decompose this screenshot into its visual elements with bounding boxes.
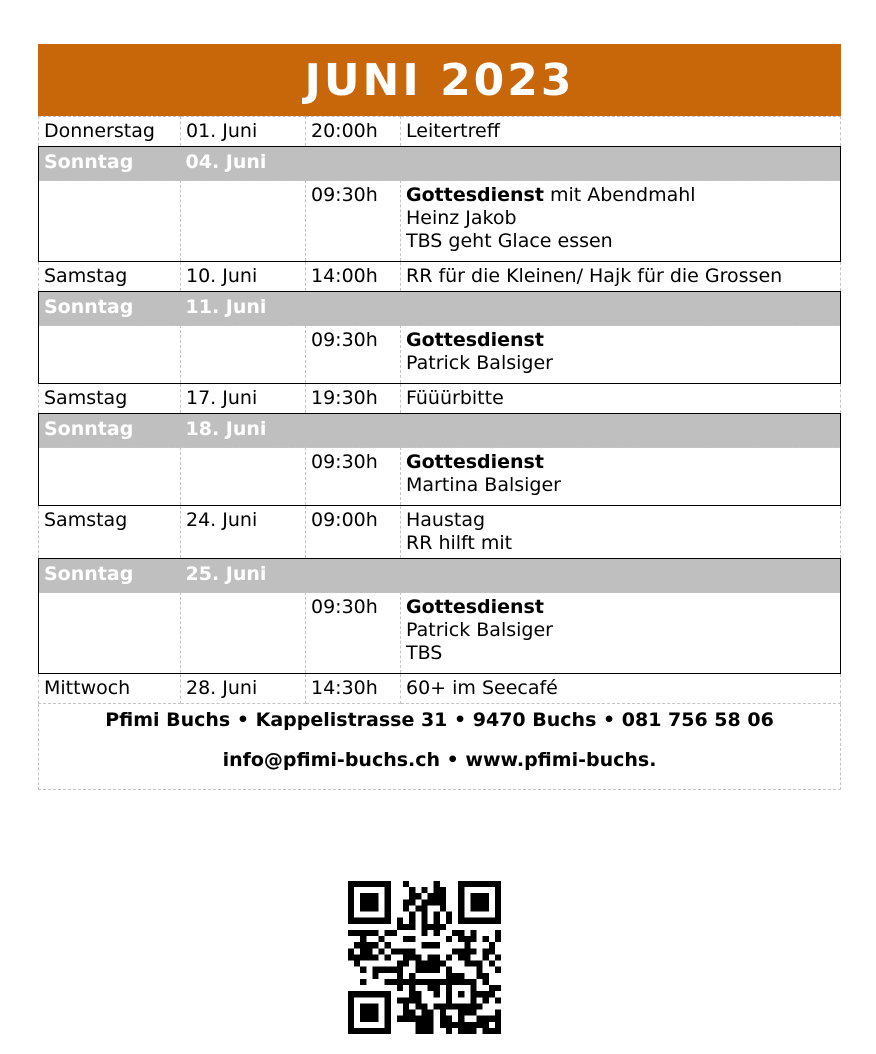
- event-text: 60+ im Seecafé: [406, 677, 558, 699]
- event-title: Gottesdienst: [406, 596, 544, 618]
- event-row: [39, 384, 841, 414]
- sunday-detail-row: [39, 326, 841, 384]
- empty-cell: [401, 559, 841, 593]
- event-text: RR hilft mit: [406, 532, 513, 554]
- event-cell: [401, 326, 841, 384]
- event-line: [406, 207, 835, 230]
- month-title: JUNI 2023: [304, 54, 575, 106]
- empty-cell: [401, 414, 841, 448]
- date-cell: 04. Juni: [181, 147, 306, 181]
- empty-cell: [39, 326, 181, 384]
- day-cell: Samstag: [39, 384, 181, 414]
- sunday-header-row: [39, 147, 841, 181]
- empty-cell: [39, 448, 181, 506]
- event-line: [406, 619, 835, 642]
- empty-cell: [401, 147, 841, 181]
- event-row: [39, 674, 841, 704]
- empty-cell: [181, 326, 306, 384]
- empty-cell: [181, 448, 306, 506]
- sunday-header-row: [39, 414, 841, 448]
- schedule-sheet: [38, 44, 841, 790]
- event-line: [406, 642, 835, 665]
- event-row: [39, 262, 841, 292]
- event-cell: [401, 506, 841, 559]
- event-title: Gottesdienst: [406, 184, 544, 206]
- day-cell: Mittwoch: [39, 674, 181, 704]
- event-text: Haustag: [406, 509, 486, 531]
- qr-code-icon: [348, 881, 501, 1034]
- time-cell: 09:30h: [306, 448, 401, 506]
- event-cell: [401, 262, 841, 292]
- time-cell: 09:30h: [306, 326, 401, 384]
- event-text: mit Abendmahl: [543, 184, 696, 206]
- date-cell: 25. Juni: [181, 559, 306, 593]
- time-cell: 09:30h: [306, 593, 401, 674]
- empty-cell: [306, 292, 401, 326]
- event-text: RR für die Kleinen/ Hajk für die Grossen: [406, 265, 783, 287]
- month-header: [38, 44, 841, 116]
- event-line: [406, 120, 835, 143]
- event-cell: [401, 384, 841, 414]
- schedule-table: [38, 116, 841, 704]
- empty-cell: [401, 292, 841, 326]
- time-cell: 19:30h: [306, 384, 401, 414]
- event-row: [39, 506, 841, 559]
- event-line: [406, 677, 835, 700]
- event-text: Patrick Balsiger: [406, 352, 553, 374]
- event-cell: [401, 181, 841, 262]
- event-line: [406, 509, 835, 532]
- event-row: [39, 117, 841, 147]
- event-cell: [401, 593, 841, 674]
- date-cell: 10. Juni: [181, 262, 306, 292]
- sunday-detail-row: [39, 593, 841, 674]
- event-line: [406, 451, 835, 474]
- date-cell: 28. Juni: [181, 674, 306, 704]
- event-line: [406, 265, 835, 288]
- time-cell: 09:00h: [306, 506, 401, 559]
- date-cell: 11. Juni: [181, 292, 306, 326]
- contact-footer: [38, 704, 841, 790]
- time-cell: 09:30h: [306, 181, 401, 262]
- sunday-detail-row: [39, 181, 841, 262]
- event-line: [406, 596, 835, 619]
- event-text: Leitertreff: [406, 120, 500, 142]
- event-cell: [401, 117, 841, 147]
- day-cell: Sonntag: [39, 559, 181, 593]
- time-cell: 14:30h: [306, 674, 401, 704]
- event-cell: [401, 448, 841, 506]
- event-line: [406, 230, 835, 253]
- event-text: Füüürbitte: [406, 387, 504, 409]
- time-cell: 14:00h: [306, 262, 401, 292]
- event-text: Heinz Jakob: [406, 207, 517, 229]
- event-title: Gottesdienst: [406, 451, 544, 473]
- day-cell: Sonntag: [39, 292, 181, 326]
- event-line: [406, 532, 835, 555]
- event-text: Martina Balsiger: [406, 474, 561, 496]
- day-cell: Sonntag: [39, 147, 181, 181]
- event-title: Gottesdienst: [406, 329, 544, 351]
- empty-cell: [306, 414, 401, 448]
- empty-cell: [306, 147, 401, 181]
- empty-cell: [39, 181, 181, 262]
- sunday-header-row: [39, 292, 841, 326]
- empty-cell: [306, 559, 401, 593]
- web-line: info@pfimi-buchs.ch • www.pfimi-buchs.: [222, 749, 657, 771]
- sunday-header-row: [39, 559, 841, 593]
- event-line: [406, 184, 835, 207]
- event-text: TBS: [406, 642, 443, 664]
- date-cell: 18. Juni: [181, 414, 306, 448]
- event-line: [406, 329, 835, 352]
- event-text: Patrick Balsiger: [406, 619, 553, 641]
- date-cell: 24. Juni: [181, 506, 306, 559]
- day-cell: Sonntag: [39, 414, 181, 448]
- time-cell: 20:00h: [306, 117, 401, 147]
- day-cell: Samstag: [39, 262, 181, 292]
- day-cell: Samstag: [39, 506, 181, 559]
- empty-cell: [181, 593, 306, 674]
- event-text: TBS geht Glace essen: [406, 230, 613, 252]
- sunday-detail-row: [39, 448, 841, 506]
- event-cell: [401, 674, 841, 704]
- date-cell: 17. Juni: [181, 384, 306, 414]
- date-cell: 01. Juni: [181, 117, 306, 147]
- empty-cell: [39, 593, 181, 674]
- address-line: Pfimi Buchs • Kappelistrasse 31 • 9470 Buchs • 081 756 58 06: [105, 709, 774, 731]
- event-line: [406, 474, 835, 497]
- empty-cell: [181, 181, 306, 262]
- event-line: [406, 387, 835, 410]
- day-cell: Donnerstag: [39, 117, 181, 147]
- event-line: [406, 352, 835, 375]
